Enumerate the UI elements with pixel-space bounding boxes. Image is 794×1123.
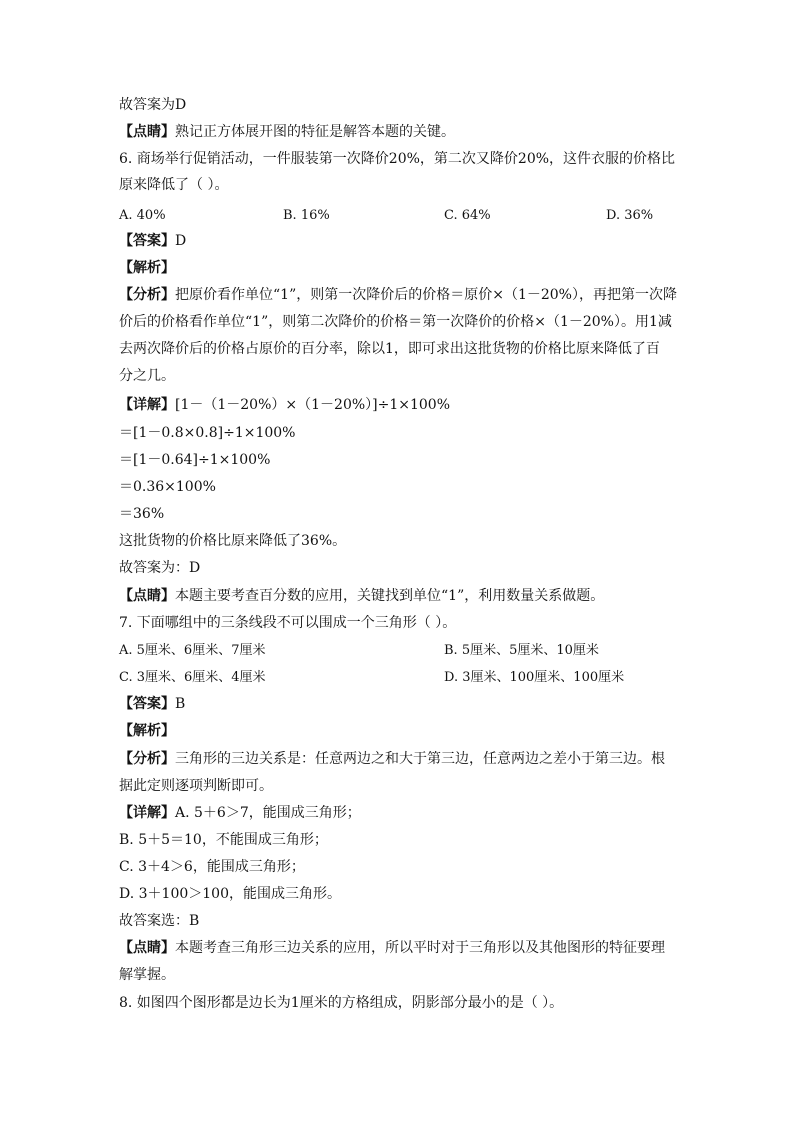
answer-value: B xyxy=(175,696,186,712)
answer-line: 故答案为D xyxy=(119,97,187,113)
q7-note-1 xyxy=(119,938,665,958)
note-tag: 【点睛】 xyxy=(119,124,175,140)
q7-analysis-2: 据此定则逐项判断即可。 xyxy=(119,778,273,794)
answer-tag: 【答案】 xyxy=(119,233,175,249)
q6-analysis-1 xyxy=(119,285,677,305)
analysis-tag: 【分析】 xyxy=(119,287,175,303)
detail-tag: 【详解】 xyxy=(119,805,175,821)
q6-note xyxy=(119,586,604,606)
note-line xyxy=(119,122,455,142)
analysis-text: 三角形的三边关系是：任意两边之和大于第三边，任意两边之差小于第三边。根 xyxy=(175,751,665,767)
q7-option-d: D. 3厘米、100厘米、100厘米 xyxy=(444,670,625,685)
analysis-tag: 【分析】 xyxy=(119,751,175,767)
q6-analysis-3: 去两次降价后的价格占原价的百分率，除以1，即可求出这批货物的价格比原来降低了百 xyxy=(119,341,660,357)
q6-option-a: A. 40% xyxy=(119,208,166,223)
q7-final-answer: 故答案选：B xyxy=(119,913,200,929)
q7-option-a: A. 5厘米、6厘米、7厘米 xyxy=(119,643,266,658)
note-text: 熟记正方体展开图的特征是解答本题的关键。 xyxy=(175,124,455,140)
q6-option-c: C. 64% xyxy=(444,208,491,223)
q7-answer xyxy=(119,694,185,714)
q7-analysis-heading: 【解析】 xyxy=(119,723,175,739)
question-7-stem: 7. 下面哪组中的三条线段不可以围成一个三角形（ ）。 xyxy=(119,615,457,631)
q6-option-d: D. 36% xyxy=(606,208,654,223)
question-6-stem: 6. 商场举行促销活动，一件服装第一次降价20%，第二次又降价20%，这件衣服的价格比 xyxy=(119,151,676,167)
note-tag: 【点睛】 xyxy=(119,588,175,604)
detail-text: [1－（1－20%）×（1－20%）]÷1×100% xyxy=(175,397,451,413)
question-6-stem-cont: 原来降低了（ ）。 xyxy=(119,177,229,193)
q6-analysis-4: 分之几。 xyxy=(119,368,175,384)
note-text: 本题考查三角形三边关系的应用，所以平时对于三角形以及其他图形的特征要理 xyxy=(175,940,665,956)
q6-option-b: B. 16% xyxy=(283,208,330,223)
note-text: 本题主要考查百分数的应用，关键找到单位“1”，利用数量关系做题。 xyxy=(175,588,605,604)
q7-detail-1 xyxy=(119,803,361,823)
q6-step-4: ＝0.36×100% xyxy=(119,479,216,495)
detail-tag: 【详解】 xyxy=(119,397,175,413)
q6-analysis-heading: 【解析】 xyxy=(119,260,175,276)
detail-text: A. 5＋6＞7，能围成三角形； xyxy=(175,805,361,821)
question-8-stem: 8. 如图四个图形都是边长为1厘米的方格组成，阴影部分最小的是（ ）。 xyxy=(119,995,564,1011)
q7-analysis-1 xyxy=(119,749,665,769)
answer-value: D xyxy=(175,233,187,249)
q7-step-3: C. 3＋4＞6，能围成三角形； xyxy=(119,859,305,875)
note-tag: 【点睛】 xyxy=(119,940,175,956)
q6-detail-1 xyxy=(119,395,450,415)
q7-step-4: D. 3＋100＞100，能围成三角形。 xyxy=(119,886,341,902)
q7-option-b: B. 5厘米、5厘米、10厘米 xyxy=(444,643,599,658)
q6-analysis-2: 价后的价格看作单位“1”，则第二次降价的价格＝第一次降价的价格×（1－20%）。用1减 xyxy=(119,314,672,330)
q6-final-answer: 故答案为：D xyxy=(119,560,201,576)
q6-answer xyxy=(119,231,186,251)
q7-option-c: C. 3厘米、6厘米、4厘米 xyxy=(119,670,266,685)
q6-step-2: ＝[1－0.8×0.8]÷1×100% xyxy=(119,425,296,441)
q7-note-2: 解掌握。 xyxy=(119,967,175,983)
answer-tag: 【答案】 xyxy=(119,696,175,712)
analysis-text: 把原价看作单位“1”，则第一次降价后的价格＝原价×（1－20%），再把第一次降 xyxy=(175,287,677,303)
q6-step-3: ＝[1－0.64]÷1×100% xyxy=(119,452,271,468)
q7-step-2: B. 5＋5＝10，不能围成三角形； xyxy=(119,832,328,848)
q6-conclusion: 这批货物的价格比原来降低了36%。 xyxy=(119,533,347,549)
q6-step-5: ＝36% xyxy=(119,506,165,522)
